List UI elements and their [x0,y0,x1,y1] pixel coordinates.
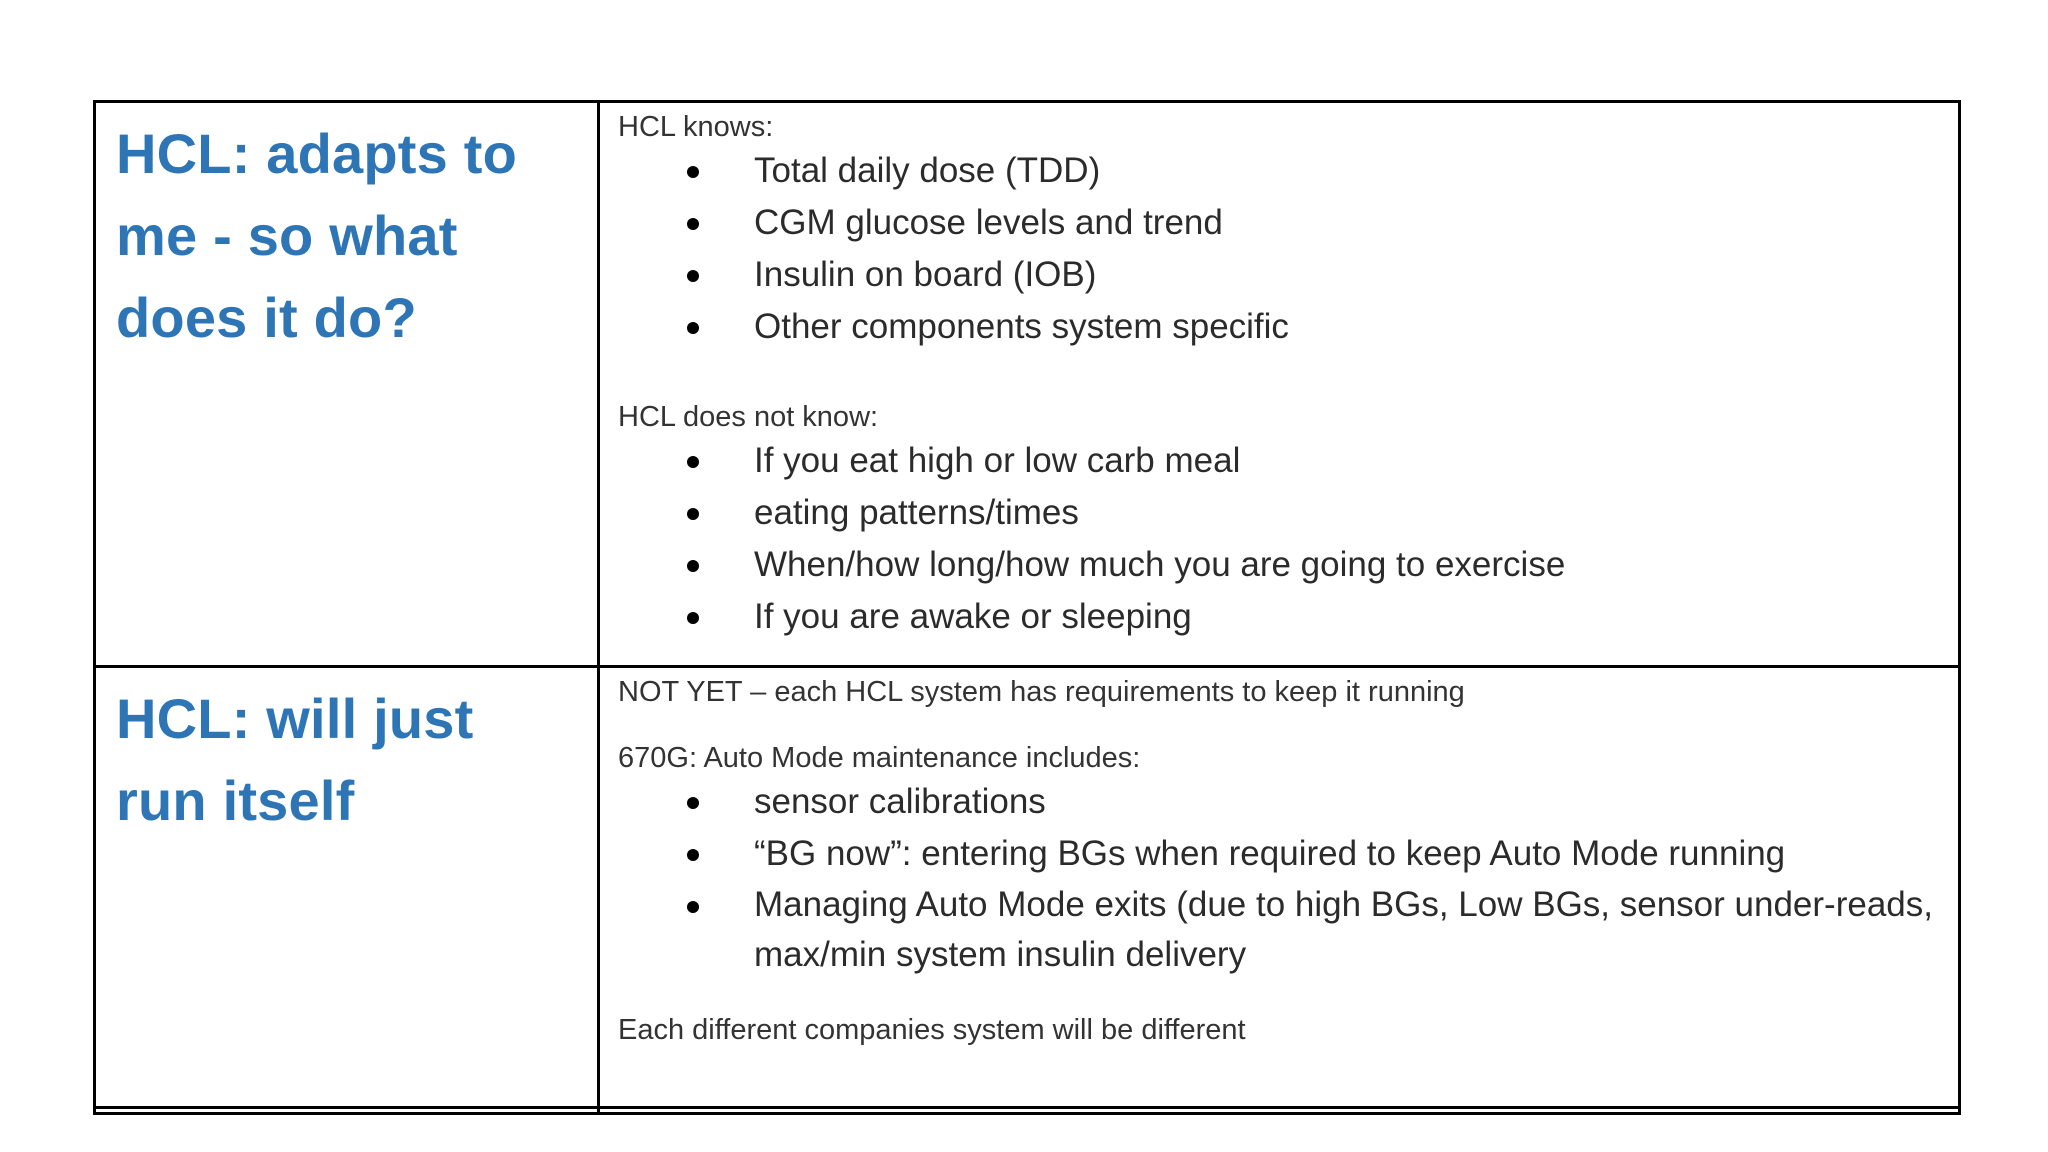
bullet-icon [687,797,699,809]
maintenance-list [618,776,1938,980]
maintenance-label: 670G: Auto Mode maintenance includes: [618,742,1141,774]
bullet-icon [687,166,699,178]
list-item-text: “BG now”: entering BGs when required to keep Auto Mode running [754,834,1786,873]
bullet-icon [687,612,699,624]
list-item-text: Managing Auto Mode exits (due to high BGs, Low BGs, sensor under-reads, max/min system insulin delivery [754,885,1933,974]
table-row-cutoff [96,1109,1958,1115]
list-item [618,539,1938,591]
list-item [618,880,1938,980]
row-heading-cell [96,1109,600,1115]
list-item-text: eating patterns/times [754,493,1079,532]
bullet-icon [687,508,699,520]
list-item [618,487,1938,539]
list-item [618,145,1938,197]
list-item [618,249,1938,301]
list-item-text: If you are awake or sleeping [754,597,1192,636]
bullet-icon [687,849,699,861]
hcl-knows-list [618,145,1938,353]
footer-note: Each different companies system will be different [618,1014,1246,1046]
table-row-adapts [96,103,1958,668]
not-yet-intro: NOT YET – each HCL system has requirements to keep it running [618,676,1465,708]
list-item-text: If you eat high or low carb meal [754,441,1241,480]
row-content-cell [600,103,1958,665]
list-item-text: CGM glucose levels and trend [754,203,1223,242]
row-heading-run-itself: HCL: will just run itself [116,687,474,832]
row-heading-cell [96,103,600,665]
row-content-cell [600,1109,1958,1115]
list-item [618,301,1938,353]
list-item-text: Other components system specific [754,307,1289,346]
list-item-text: Total daily dose (TDD) [754,151,1101,190]
bullet-icon [687,270,699,282]
spacer [618,353,1938,399]
hcl-not-know-label: HCL does not know: [618,401,879,433]
list-item [618,828,1938,880]
hcl-not-know-list [618,435,1938,643]
bullet-icon [687,456,699,468]
list-item [618,591,1938,643]
row-heading-cell [96,668,600,1106]
list-item-text: Insulin on board (IOB) [754,255,1097,294]
list-item-text: sensor calibrations [754,782,1046,821]
bullet-icon [687,218,699,230]
row-heading-adapts: HCL: adapts to me - so what does it do? [116,122,518,349]
bullet-icon [687,560,699,572]
spacer [618,980,1938,1012]
list-item [618,435,1938,487]
row-content-cell [600,668,1958,1106]
list-item [618,197,1938,249]
spacer [618,710,1938,740]
list-item-text: When/how long/how much you are going to exercise [754,545,1566,584]
bullet-icon [687,901,699,913]
document-table [93,100,1961,1115]
table-row-run-itself [96,668,1958,1109]
hcl-knows-label: HCL knows: [618,111,774,143]
list-item [618,776,1938,828]
bullet-icon [687,322,699,334]
